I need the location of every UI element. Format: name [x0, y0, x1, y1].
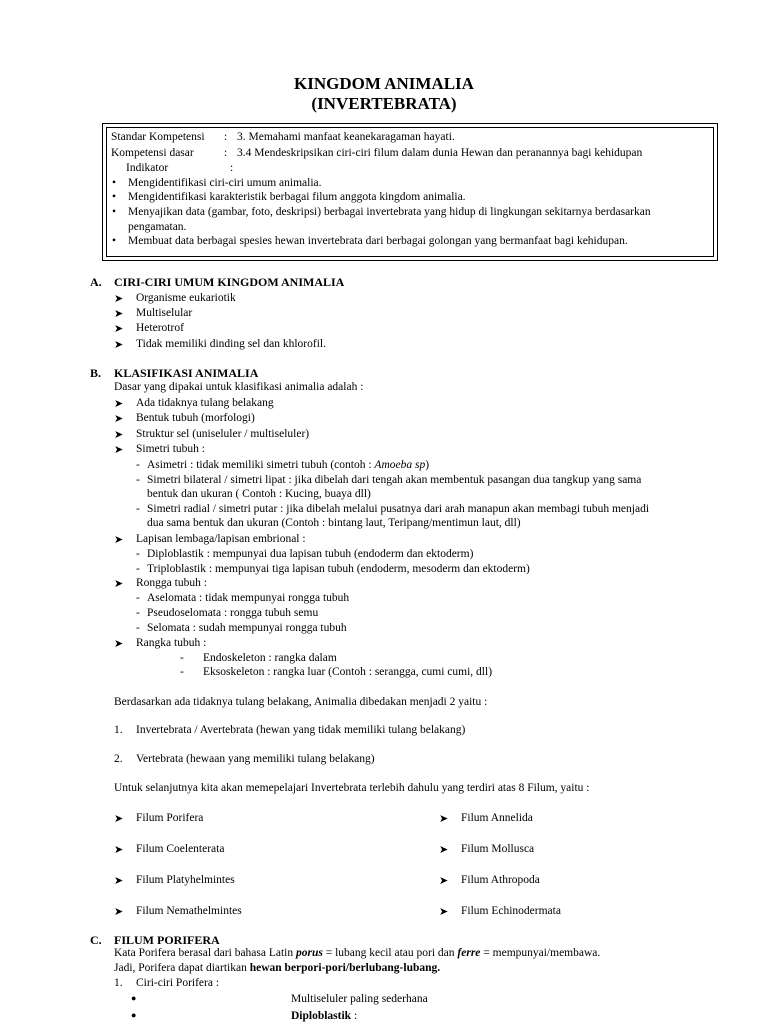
list-item: Invertebrata / Avertebrata (hewan yang tidak memiliki tulang belakang) [136, 724, 466, 736]
arrow-icon: ➤ [114, 638, 124, 650]
list-item: Lapisan lembaga/lapisan embrional : [136, 533, 306, 545]
list-item: Organisme eukariotik [136, 292, 236, 304]
list-number: 2. [114, 753, 123, 765]
arrow-icon: ➤ [114, 844, 124, 856]
dash: - [136, 548, 140, 560]
dash: - [136, 592, 140, 604]
arrow-icon: ➤ [114, 339, 124, 351]
list-item: dua sama bentuk dan ukuran (Contoh : bintang laut, Teripang/mentimun laut, dll) [147, 517, 521, 529]
arrow-icon: ➤ [114, 813, 124, 825]
section-a-title: CIRI-CIRI UMUM KINGDOM ANIMALIA [114, 275, 345, 289]
filum-item: Filum Athropoda [461, 874, 540, 886]
arrow-icon: ➤ [114, 308, 124, 320]
list-item: Vertebrata (hewaan yang memiliki tulang belakang) [136, 753, 375, 765]
list-item: Simetri radial / simetri putar : jika dibelah melalui pusatnya dari arah manapun akan membagi tubuh menjadi [147, 503, 650, 515]
list-item: Selomata : sudah mempunyai rongga tubuh [147, 622, 347, 634]
list-item: Asimetri : tidak memiliki simetri tubuh (contoh : Amoeba sp) [147, 459, 430, 471]
list-item: Heterotrof [136, 322, 184, 334]
paragraph: Kata Porifera berasal dari bahasa Latin porus = lubang kecil atau pori dan ferre = mempunyai/membawa. [114, 947, 601, 959]
kd-value: 3.4 Mendeskripsikan ciri-ciri filum dalam dunia Hewan dan peranannya bagi kehidupan [237, 147, 643, 159]
list-item: Bentuk tubuh (morfologi) [136, 412, 255, 424]
filum-item: Filum Mollusca [461, 843, 535, 855]
colon: : [230, 162, 234, 174]
dash: - [136, 563, 140, 575]
paragraph: Untuk selanjutnya kita akan memepelajari Invertebrata terlebih dahulu yang terdiri atas 8 Filum, yaitu : [114, 782, 590, 794]
arrow-icon: ➤ [114, 875, 124, 887]
section-c-label: C. [90, 933, 102, 947]
indicator-2: Mengidentifikasi karakteristik berbagai filum anggota kingdom animalia. [128, 191, 466, 203]
list-item: Multiselular [136, 307, 193, 319]
indicator-1: Mengidentifikasi ciri-ciri umum animalia. [128, 177, 322, 189]
list-item: Rangka tubuh : [136, 637, 207, 649]
indicator-3-cont: pengamatan. [128, 221, 187, 233]
arrow-icon: ➤ [114, 578, 124, 590]
section-c-title: FILUM PORIFERA [114, 933, 220, 947]
dash: - [136, 607, 140, 619]
bullet-icon: • [112, 191, 117, 203]
list-item: Struktur sel (uniseluler / multiseluler) [136, 428, 310, 440]
arrow-icon: ➤ [114, 429, 124, 441]
arrow-icon: ➤ [114, 444, 124, 456]
dash: - [136, 503, 140, 515]
page-title-line2: (INVERTEBRATA) [311, 94, 457, 113]
list-item: Tidak memiliki dinding sel dan khlorofil. [136, 338, 326, 350]
section-b-title: KLASIFIKASI ANIMALIA [114, 366, 259, 380]
colon: : [224, 147, 228, 159]
dash: - [180, 652, 184, 664]
list-item: Aselomata : tidak mempunyai rongga tubuh [147, 592, 350, 604]
section-b-intro: Dasar yang dipakai untuk klasifikasi animalia adalah : [114, 381, 364, 393]
list-item: Ada tidaknya tulang belakang [136, 397, 274, 409]
filum-item: Filum Coelenterata [136, 843, 225, 855]
filum-item: Filum Echinodermata [461, 905, 561, 917]
arrow-icon: ➤ [114, 906, 124, 918]
colon: : [224, 131, 228, 143]
arrow-icon: ➤ [114, 323, 124, 335]
arrow-icon: ➤ [114, 398, 124, 410]
bullet-icon: • [112, 177, 117, 189]
arrow-icon: ➤ [439, 906, 449, 918]
filum-item: Filum Platyhelmintes [136, 874, 235, 886]
dash: - [136, 459, 140, 471]
list-item: Eksoskeleton : rangka luar (Contoh : serangga, cumi cumi, dll) [203, 666, 493, 678]
dash: - [136, 622, 140, 634]
section-b-label: B. [90, 366, 102, 380]
arrow-icon: ➤ [114, 293, 124, 305]
list-item: Simetri bilateral / simetri lipat : jika dibelah dari tengah akan membentuk pasangan dua tangkup yang sama [147, 474, 642, 486]
section-a-label: A. [90, 275, 102, 289]
list-item: Diploblastik : [291, 1010, 358, 1022]
arrow-icon: ➤ [114, 534, 124, 546]
indicator-4: Membuat data berbagai spesies hewan invertebrata dari berbagai golongan yang bermanfaat bagi kehidupan. [128, 235, 628, 247]
bullet-icon: • [112, 235, 117, 247]
sk-value: 3. Memahami manfaat keanekaragaman hayati. [237, 131, 455, 143]
list-number: 1. [114, 977, 123, 989]
filum-item: Filum Nemathelmintes [136, 905, 242, 917]
bullet-icon: ● [131, 1010, 137, 1020]
list-item: Pseudoselomata : rongga tubuh semu [147, 607, 319, 619]
bullet-icon: • [112, 206, 117, 218]
filum-item: Filum Porifera [136, 812, 204, 824]
indicator-3: Menyajikan data (gambar, foto, deskripsi) berbagai invertebrata yang hidup di lingkungan sekitarnya berdasarkan [128, 206, 651, 218]
dash: - [180, 666, 184, 678]
list-number: 1. [114, 724, 123, 736]
list-item: Triploblastik : mempunyai tiga lapisan tubuh (endoderm, mesoderm dan ektoderm) [147, 563, 530, 575]
sk-label: Standar Kompetensi [111, 131, 205, 143]
arrow-icon: ➤ [439, 813, 449, 825]
filum-item: Filum Annelida [461, 812, 533, 824]
kd-label: Kompetensi dasar [111, 147, 194, 159]
list-item: Rongga tubuh : [136, 577, 207, 589]
bullet-icon: ● [131, 993, 137, 1003]
paragraph: Berdasarkan ada tidaknya tulang belakang, Animalia dibedakan menjadi 2 yaitu : [114, 696, 488, 708]
list-item: Diploblastik : mempunyai dua lapisan tubuh (endoderm dan ektoderm) [147, 548, 474, 560]
page-title-line1: KINGDOM ANIMALIA [294, 74, 474, 93]
arrow-icon: ➤ [439, 875, 449, 887]
list-item: Endoskeleton : rangka dalam [203, 652, 337, 664]
dash: - [136, 474, 140, 486]
paragraph: Jadi, Porifera dapat diartikan hewan berpori-pori/berlubang-lubang. [114, 962, 441, 974]
arrow-icon: ➤ [114, 413, 124, 425]
list-item: bentuk dan ukuran ( Contoh : Kucing, buaya dll) [147, 488, 371, 500]
list-item: Multiseluler paling sederhana [291, 993, 428, 1005]
list-item: Ciri-ciri Porifera : [136, 977, 220, 989]
ind-label: Indikator [126, 162, 169, 174]
arrow-icon: ➤ [439, 844, 449, 856]
list-item: Simetri tubuh : [136, 443, 205, 455]
